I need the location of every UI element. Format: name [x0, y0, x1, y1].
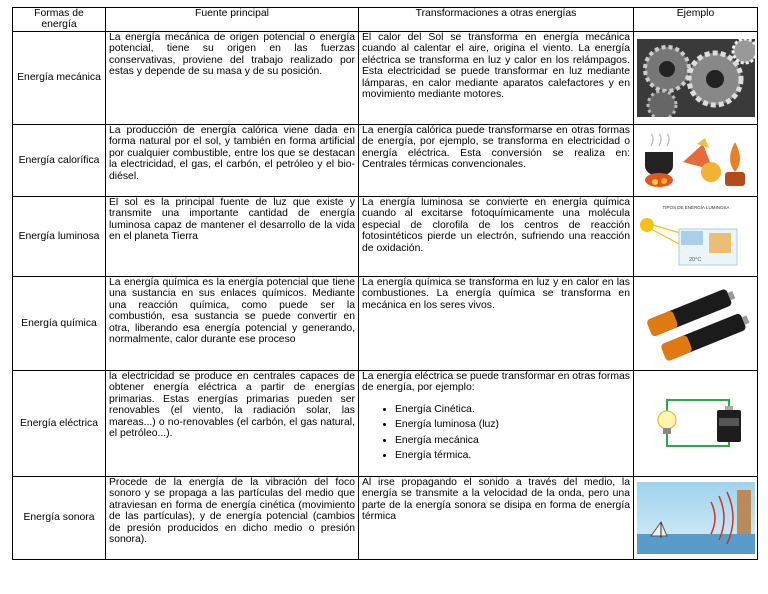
- header-transformations: Transformaciones a otras energías: [359, 8, 634, 32]
- example-cell: [634, 277, 758, 371]
- example-cell: [634, 477, 758, 560]
- diagram-caption: TIPOS DE ENERGÍA LUMINOSA: [661, 204, 730, 210]
- transformation-list: [362, 402, 630, 464]
- table-row: [13, 125, 758, 197]
- source-cell: Procede de la energía de la vibración del foco sonoro y se propaga a las partículas del medio que atraviesan en forma de energía cinética (movimiento de las partículas), y de energía potencial (cambios de presión producidos en dicho medio o presión sonora).: [106, 477, 359, 560]
- source-cell: La energía mecánica de origen potencial o energía potencial, tiene su origen en las fuerzas conservativas, proviene del trabajo realizado por estas y depende de su masa y de su posición.: [106, 32, 359, 125]
- example-cell: [634, 32, 758, 125]
- header-forms: Formas de energía: [13, 8, 106, 32]
- list-item: • Energía mecánica: [395, 433, 630, 449]
- example-cell: [634, 371, 758, 477]
- transformation-cell: El calor del Sol se transforma en energía mecánica cuando al calentar el aire, origina el viento. La energía eléctrica se transforma en luz y calor en los relámpagos. Esta electricidad se puede transformar en luz mediante lámparas, en calor mediante aparatos calefactores y en movimiento mediante motores.: [359, 32, 634, 125]
- source-cell: la electricidad se produce en centrales capaces de obtener energía eléctrica a partir de energías primarias. Estas energías primarias pueden ser renovables (el viento, la radiación solar, las mareas...) o no-renovables (el carbón, el gas natural, el petróleo...).: [106, 371, 359, 477]
- source-cell: La energía química es la energía potencial que tiene una sustancia en sus enlaces químicos. Mediante una reacción química, como puede ser la combustión, esa sustancia se puede convertir en otra, liberando esa energía potencial y generando, normalmente, calor durante ese proceso: [106, 277, 359, 371]
- table-row: [13, 32, 758, 125]
- transformation-cell: La energía calórica puede transformarse en otras formas de energía, por ejemplo, se transforma en electricidad o energía eléctrica. Esta conversión se realiza en: Centrales térmicas convencionales.: [359, 125, 634, 197]
- sound-waves-image: [637, 482, 755, 554]
- list-item: • Energía térmica.: [395, 448, 630, 464]
- table-row: [13, 371, 758, 477]
- header-source: Fuente principal: [106, 8, 359, 32]
- category-cell: Energía química: [13, 277, 106, 371]
- transformation-cell: La energía luminosa se convierte en energía química cuando al excitarse fotoquímicamente una molécula especial de clorofila de los centros de reacción fotosintéticos pierde un electrón, sufriendo una reacción de oxidación.: [359, 197, 634, 277]
- transformation-cell: [359, 371, 634, 477]
- temperature-label: 20°C: [688, 256, 701, 263]
- category-cell: Energía eléctrica: [13, 371, 106, 477]
- list-item: • Energía luminosa (luz): [395, 417, 630, 433]
- energy-table: [12, 7, 758, 560]
- solar-diagram-image: [637, 203, 755, 271]
- batteries-image: [637, 286, 755, 362]
- heat-sources-image: [637, 132, 755, 190]
- source-cell: El sol es la principal fuente de luz que existe y transmite una importante cantidad de energía luminosa capaz de mantener el desarrollo de la vida en el planeta Tierra: [106, 197, 359, 277]
- circuit-image: [637, 384, 755, 464]
- transformation-cell: La energía química se transforma en luz y en calor en las combustiones. La energía química se transforma en mecánica en los seres vivos.: [359, 277, 634, 371]
- category-cell: Energía calorífica: [13, 125, 106, 197]
- category-cell: Energía mecánica: [13, 32, 106, 125]
- transformation-intro: La energía eléctrica se puede transformar en otras formas de energía, por ejemplo:: [362, 371, 630, 394]
- list-item: • Energía Cinética.: [395, 402, 630, 418]
- table-row: [13, 477, 758, 560]
- table-row: [13, 277, 758, 371]
- header-example: Ejemplo: [634, 8, 758, 32]
- transformation-cell: Al irse propagando el sonido a través del medio, la energía se transmite a la velocidad de la onda, pero una parte de la energía sonora se disipa en forma de energía térmica: [359, 477, 634, 560]
- source-cell: La producción de energía calórica viene dada en forma natural por el sol, y también en forma artificial por cualquier combustible, entre los que se destacan la electricidad, el gas, el carbón, el petróleo y el bio-diésel.: [106, 125, 359, 197]
- example-cell: [634, 125, 758, 197]
- gears-image: [637, 39, 755, 117]
- table-row: [13, 197, 758, 277]
- category-cell: Energía luminosa: [13, 197, 106, 277]
- header-row: [13, 8, 758, 32]
- category-cell: Energía sonora: [13, 477, 106, 560]
- example-cell: [634, 197, 758, 277]
